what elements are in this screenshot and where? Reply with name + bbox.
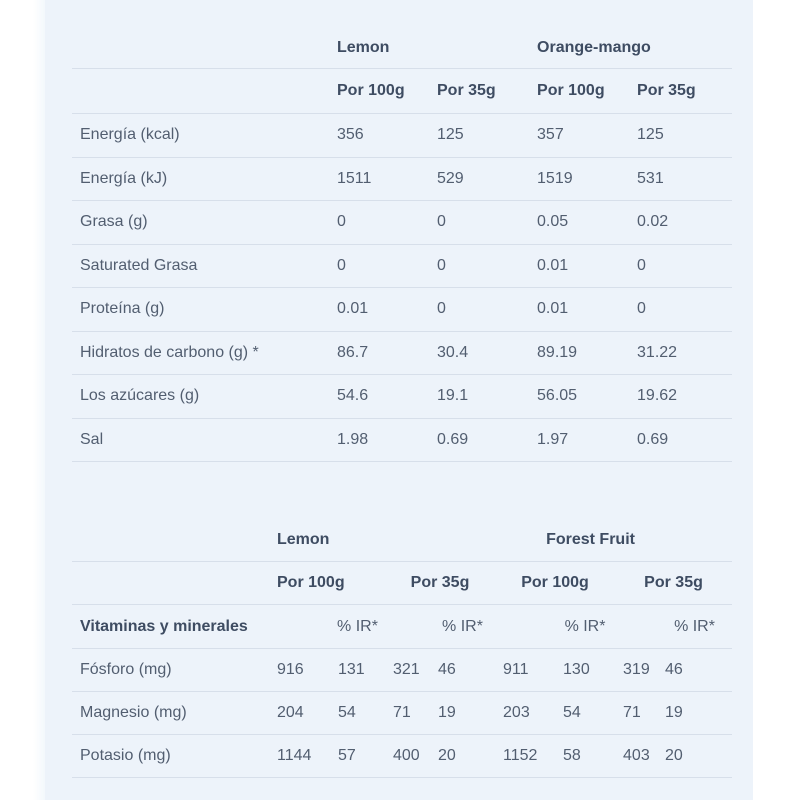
cell-value: 356 bbox=[329, 114, 429, 158]
table-row bbox=[72, 244, 732, 288]
row-label: Energía (kJ) bbox=[72, 157, 329, 201]
table-row bbox=[72, 519, 732, 562]
row-label: Grasa (g) bbox=[72, 201, 329, 245]
column-header: Por 35g bbox=[429, 69, 529, 114]
row-label: Hidratos de carbono (g) * bbox=[72, 331, 329, 375]
cell-value: 125 bbox=[429, 114, 529, 158]
cell-value: 71 bbox=[385, 692, 430, 735]
column-header: Por 35g bbox=[615, 562, 732, 605]
row-label: Proteína (g) bbox=[72, 288, 329, 332]
cell-value: 0 bbox=[429, 288, 529, 332]
table-row bbox=[72, 692, 732, 735]
cell-value: 131 bbox=[330, 649, 385, 692]
cell-value: 0 bbox=[429, 244, 529, 288]
cell-value: 19 bbox=[657, 692, 732, 735]
empty-cell bbox=[495, 605, 555, 649]
cell-value: 0.01 bbox=[329, 288, 429, 332]
column-header: Por 100g bbox=[495, 562, 615, 605]
column-header: Por 100g bbox=[529, 69, 629, 114]
cell-value: 0.01 bbox=[529, 244, 629, 288]
table-row bbox=[72, 27, 732, 69]
cell-value: 19.1 bbox=[429, 375, 529, 419]
cell-value: 54 bbox=[555, 692, 615, 735]
flavor-header-orange-mango: Orange-mango bbox=[529, 27, 732, 69]
cell-value: 1152 bbox=[495, 735, 555, 778]
cell-value: 0 bbox=[429, 201, 529, 245]
flavor-header-lemon: Lemon bbox=[269, 519, 495, 562]
empty-cell bbox=[72, 519, 269, 562]
cell-value: 319 bbox=[615, 649, 657, 692]
cell-value: 57 bbox=[330, 735, 385, 778]
empty-cell bbox=[615, 605, 657, 649]
column-header: Por 100g bbox=[269, 562, 385, 605]
cell-value: 30.4 bbox=[429, 331, 529, 375]
table-row bbox=[72, 331, 732, 375]
cell-value: 531 bbox=[629, 157, 732, 201]
cell-value: 0.02 bbox=[629, 201, 732, 245]
table-row bbox=[72, 735, 732, 778]
cell-value: 357 bbox=[529, 114, 629, 158]
cell-value: 20 bbox=[430, 735, 495, 778]
cell-value: 321 bbox=[385, 649, 430, 692]
row-label: Fósforo (mg) bbox=[72, 649, 269, 692]
cell-value: 20 bbox=[657, 735, 732, 778]
ir-header: % IR* bbox=[555, 605, 615, 649]
table-row bbox=[72, 649, 732, 692]
cell-value: 400 bbox=[385, 735, 430, 778]
flavor-header-forest-fruit: Forest Fruit bbox=[495, 519, 732, 562]
cell-value: 31.22 bbox=[629, 331, 732, 375]
vitamins-minerals-table bbox=[72, 519, 732, 778]
cell-value: 1511 bbox=[329, 157, 429, 201]
cell-value: 86.7 bbox=[329, 331, 429, 375]
cell-value: 56.05 bbox=[529, 375, 629, 419]
empty-cell bbox=[385, 605, 430, 649]
ir-header: % IR* bbox=[330, 605, 385, 649]
cell-value: 1144 bbox=[269, 735, 330, 778]
table-row bbox=[72, 562, 732, 605]
cell-value: 125 bbox=[629, 114, 732, 158]
cell-value: 54.6 bbox=[329, 375, 429, 419]
table-row bbox=[72, 605, 732, 649]
cell-value: 204 bbox=[269, 692, 330, 735]
nutrition-panel bbox=[45, 0, 753, 800]
cell-value: 0 bbox=[329, 244, 429, 288]
cell-value: 0.05 bbox=[529, 201, 629, 245]
flavor-header-lemon: Lemon bbox=[329, 27, 529, 69]
cell-value: 130 bbox=[555, 649, 615, 692]
column-header: Por 100g bbox=[329, 69, 429, 114]
ir-header: % IR* bbox=[430, 605, 495, 649]
row-label: Los azúcares (g) bbox=[72, 375, 329, 419]
row-label: Sal bbox=[72, 418, 329, 462]
cell-value: 0 bbox=[329, 201, 429, 245]
cell-value: 203 bbox=[495, 692, 555, 735]
cell-value: 0 bbox=[629, 288, 732, 332]
cell-value: 1.98 bbox=[329, 418, 429, 462]
cell-value: 46 bbox=[657, 649, 732, 692]
cell-value: 0.69 bbox=[629, 418, 732, 462]
cell-value: 1.97 bbox=[529, 418, 629, 462]
cell-value: 89.19 bbox=[529, 331, 629, 375]
cell-value: 1519 bbox=[529, 157, 629, 201]
cell-value: 58 bbox=[555, 735, 615, 778]
row-label: Potasio (mg) bbox=[72, 735, 269, 778]
cell-value: 71 bbox=[615, 692, 657, 735]
cell-value: 19.62 bbox=[629, 375, 732, 419]
table-row bbox=[72, 69, 732, 114]
empty-cell bbox=[72, 562, 269, 605]
empty-cell bbox=[72, 69, 329, 114]
cell-value: 911 bbox=[495, 649, 555, 692]
cell-value: 529 bbox=[429, 157, 529, 201]
cell-value: 54 bbox=[330, 692, 385, 735]
table-row bbox=[72, 418, 732, 462]
cell-value: 46 bbox=[430, 649, 495, 692]
ir-header: % IR* bbox=[657, 605, 732, 649]
macronutrients-table bbox=[72, 27, 732, 462]
cell-value: 403 bbox=[615, 735, 657, 778]
table-row bbox=[72, 288, 732, 332]
row-label: Saturated Grasa bbox=[72, 244, 329, 288]
table-row bbox=[72, 201, 732, 245]
column-header: Por 35g bbox=[629, 69, 732, 114]
cell-value: 0.69 bbox=[429, 418, 529, 462]
row-label: Energía (kcal) bbox=[72, 114, 329, 158]
empty-cell bbox=[72, 27, 329, 69]
row-label: Magnesio (mg) bbox=[72, 692, 269, 735]
cell-value: 916 bbox=[269, 649, 330, 692]
table-row bbox=[72, 157, 732, 201]
table-row bbox=[72, 114, 732, 158]
section-label: Vitaminas y minerales bbox=[72, 605, 269, 649]
empty-cell bbox=[269, 605, 330, 649]
cell-value: 0.01 bbox=[529, 288, 629, 332]
cell-value: 19 bbox=[430, 692, 495, 735]
cell-value: 0 bbox=[629, 244, 732, 288]
column-header: Por 35g bbox=[385, 562, 495, 605]
table-row bbox=[72, 375, 732, 419]
